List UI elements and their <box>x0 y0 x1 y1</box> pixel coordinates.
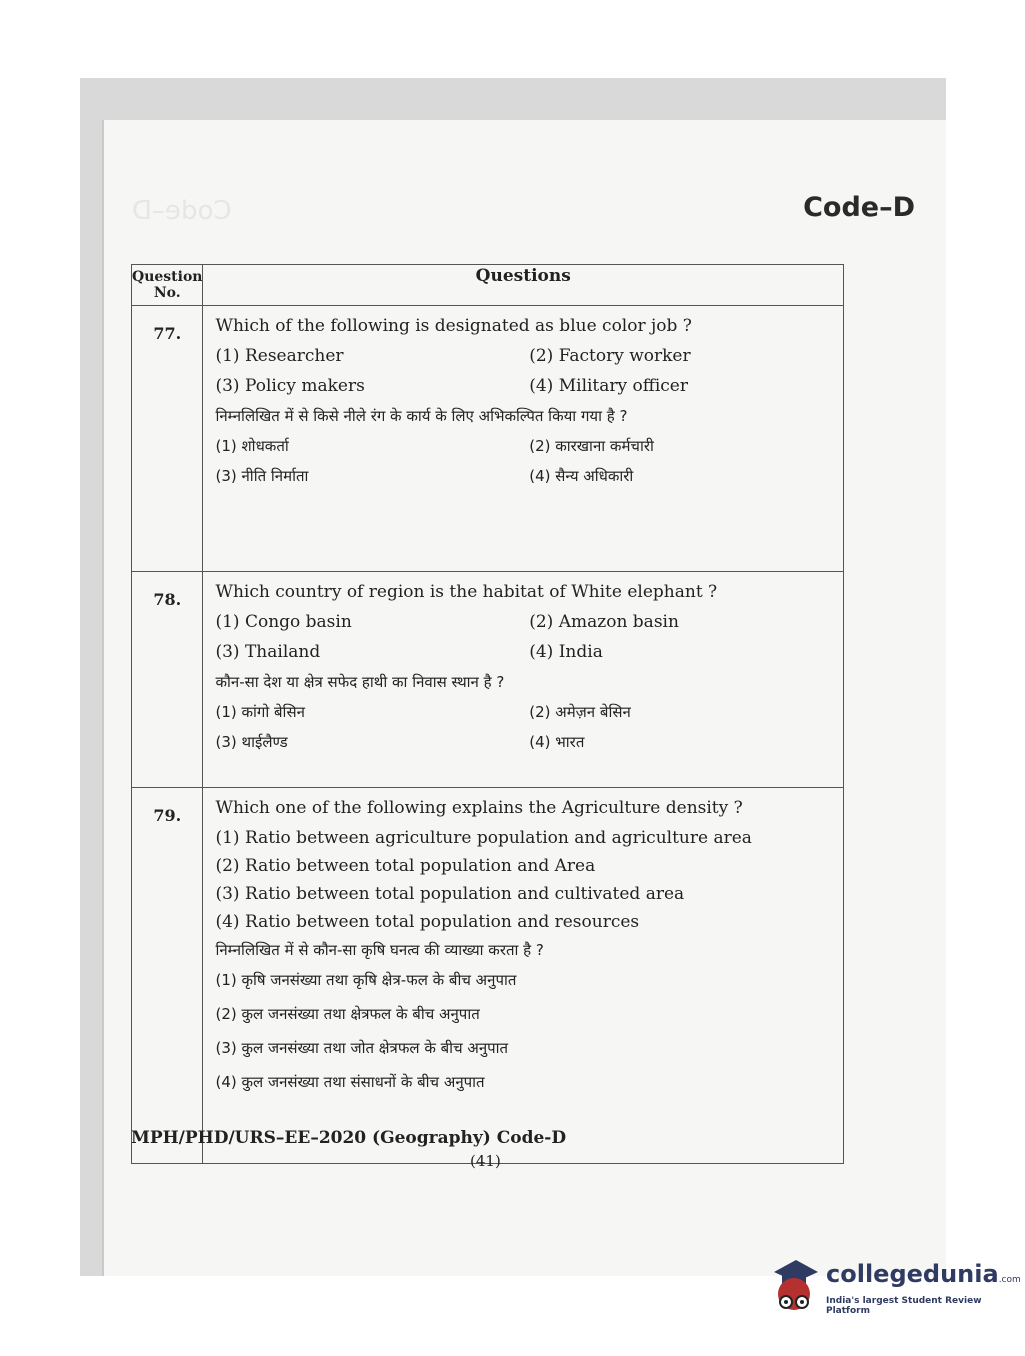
option: (3) Thailand <box>215 642 321 662</box>
options-en <box>215 346 843 406</box>
logo-tagline: India's largest Student Review Platform <box>826 1296 982 1316</box>
option: (1) Ratio between agriculture population and agriculture area <box>215 828 752 848</box>
option: (4) Ratio between total population and resources <box>215 912 640 932</box>
option: (1) कृषि जनसंख्या तथा कृषि क्षेत्र-फल के बीच अनुपात <box>215 971 517 989</box>
question-row <box>132 306 844 572</box>
question-stem-hi: निम्नलिखित में से किसे नीले रंग के कार्य के लिए अभिकल्पित किया गया है ? <box>215 407 628 425</box>
option: (2) कारखाना कर्मचारी <box>529 437 654 455</box>
options-en <box>215 612 843 672</box>
option: (2) अमेज़न बेसिन <box>529 703 631 721</box>
question-number: 77. <box>132 306 203 572</box>
option: (3) Ratio between total population and cultivated area <box>215 884 685 904</box>
brand-suffix: .com <box>998 1275 1021 1285</box>
question-body <box>203 306 844 572</box>
question-stem-en: Which one of the following explains the Agriculture density ? <box>215 798 743 818</box>
brand-name: collegedunia <box>826 1260 999 1288</box>
option: (2) Ratio between total population and Area <box>215 856 596 876</box>
option: (4) Military officer <box>529 376 688 396</box>
header-line-1: Question <box>132 269 203 285</box>
option: (1) कांगो बेसिन <box>215 703 305 721</box>
option: (3) नीति निर्माता <box>215 467 309 485</box>
option: (4) भारत <box>529 733 585 751</box>
option: (4) कुल जनसंख्या तथा संसाधनों के बीच अनुपात <box>215 1073 485 1091</box>
header-line-2: No. <box>153 285 181 301</box>
question-no-header <box>132 265 203 306</box>
option: (2) Factory worker <box>529 346 691 366</box>
question-row <box>132 788 844 1164</box>
option: (3) Policy makers <box>215 376 365 396</box>
question-stem-en: Which country of region is the habitat of White elephant ? <box>215 582 718 602</box>
mascot-icon <box>766 1258 820 1316</box>
logo-brand <box>826 1260 1021 1288</box>
question-row <box>132 572 844 788</box>
option: (1) Researcher <box>215 346 344 366</box>
question-body <box>203 788 844 1164</box>
question-number: 79. <box>132 788 203 1164</box>
question-stem-en: Which of the following is designated as blue color job ? <box>215 316 692 336</box>
options-hi <box>215 702 843 762</box>
collegedunia-logo[interactable] <box>766 1248 1021 1328</box>
question-stem-hi: कौन-सा देश या क्षेत्र सफेद हाथी का निवास स्थान है ? <box>215 673 505 691</box>
options-hi <box>215 436 843 496</box>
question-body <box>203 572 844 788</box>
question-stem-hi: निम्नलिखित में से कौन-सा कृषि घनत्व की व्याख्या करता है ? <box>215 941 544 959</box>
options-hi <box>215 970 843 1092</box>
page-number: (41) <box>470 1152 501 1170</box>
option: (2) कुल जनसंख्या तथा क्षेत्रफल के बीच अनुपात <box>215 1005 480 1023</box>
option: (4) India <box>529 642 603 662</box>
paper-code: Code–D <box>803 192 915 223</box>
bleed-through-text: Code–D <box>132 196 232 226</box>
option: (1) शोधकर्ता <box>215 437 289 455</box>
option: (3) थाईलैण्ड <box>215 733 288 751</box>
option: (3) कुल जनसंख्या तथा जोत क्षेत्रफल के बीच अनुपात <box>215 1039 509 1057</box>
paper-footer: MPH/PHD/URS–EE–2020 (Geography) Code-D <box>131 1128 567 1148</box>
option: (2) Amazon basin <box>529 612 679 632</box>
questions-header: Questions <box>203 265 844 306</box>
question-number: 78. <box>132 572 203 788</box>
table-header <box>132 265 844 306</box>
option: (1) Congo basin <box>215 612 352 632</box>
option: (4) सैन्य अधिकारी <box>529 467 634 485</box>
questions-table <box>131 264 844 1164</box>
options-en <box>215 828 843 932</box>
